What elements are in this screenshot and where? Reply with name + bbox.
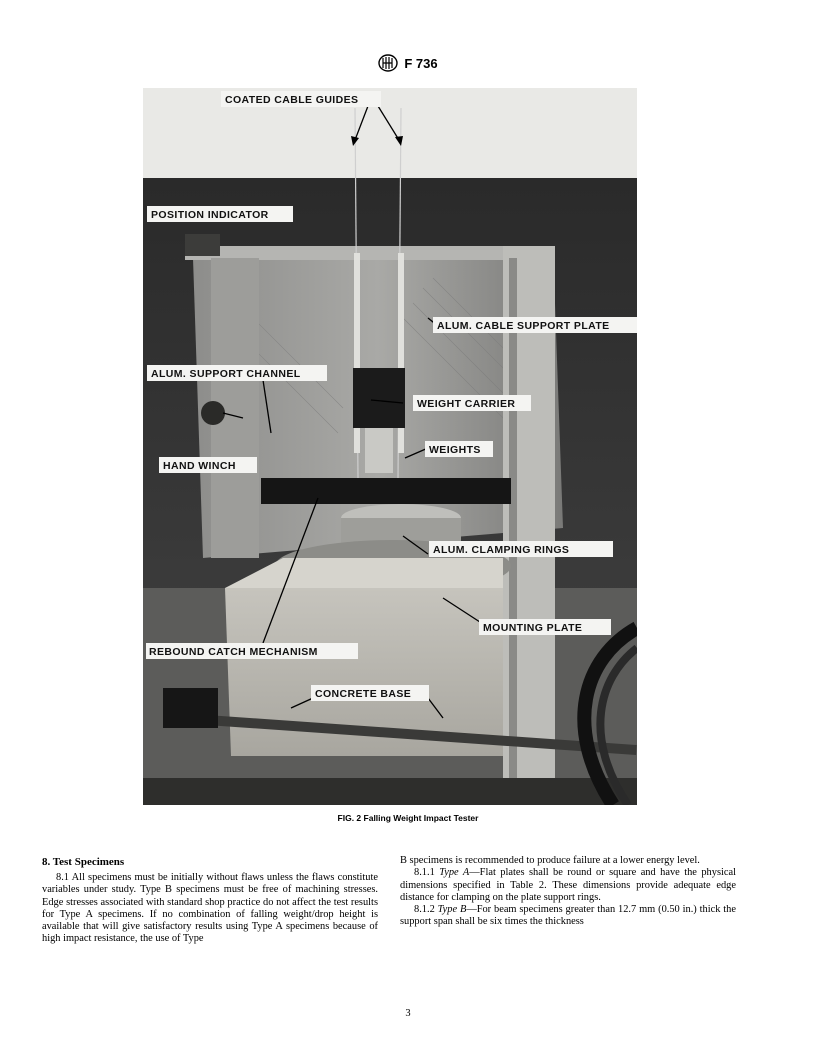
label-position-indicator: POSITION INDICATOR (151, 209, 269, 221)
text-column-right (400, 855, 736, 929)
paragraph-text: —For beam specimens greater than 12.7 mm (0.50 in.) thick the support span shall be six times the thickness (400, 904, 736, 928)
paragraph-8-1-continued: B specimens is recommended to produce failure at a lower energy level. (400, 855, 700, 866)
label-alum-cable-support-plate: ALUM. CABLE SUPPORT PLATE (437, 320, 610, 332)
astm-logo-icon (378, 54, 398, 72)
section-heading: 8. Test Specimens (42, 856, 125, 868)
paragraph-text: All specimens must be initially without flaws unless the flaws constitute variables under study. Type B specimens must be free of machining stresses. Edge stresses associated with standard shop practice do not affect the test results for Type A specimens. If no combination of falling weight/drop height is available that will give satisfactory results using Type A specimens because of high impact resistance, the use of Type (42, 872, 378, 945)
label-concrete-base: CONCRETE BASE (315, 688, 412, 700)
paragraph-number: 8.1.1 (414, 867, 435, 879)
label-alum-clamping-rings: ALUM. CLAMPING RINGS (433, 544, 570, 556)
page-header (0, 53, 816, 73)
label-weight-carrier: WEIGHT CARRIER (417, 398, 516, 410)
paragraph-text: —Flat plates shall be round or square and have the physical dimensions specified in Table 2. These dimensions provide adequate edge distance for clamping on the plate support rings. (400, 867, 736, 903)
standard-number: F 736 (404, 55, 438, 71)
paragraph-title: Type B (437, 904, 467, 916)
paragraph-8-1-2 (400, 904, 736, 929)
label-weights: WEIGHTS (429, 444, 481, 456)
paragraph-number: 8.1.2 (414, 904, 435, 916)
paragraph-8-1-1 (400, 867, 736, 904)
label-rebound-catch-mechanism: REBOUND CATCH MECHANISM (149, 646, 318, 658)
paragraph-8-1 (42, 872, 378, 946)
label-alum-support-channel: ALUM. SUPPORT CHANNEL (151, 368, 301, 380)
falling-weight-tester-photo (143, 88, 637, 805)
label-mounting-plate: MOUNTING PLATE (483, 622, 583, 634)
paragraph-title: Type A (439, 867, 470, 879)
label-coated-cable-guides: COATED CABLE GUIDES (225, 94, 359, 106)
figure-caption: FIG. 2 Falling Weight Impact Tester (337, 813, 479, 823)
label-hand-winch: HAND WINCH (163, 460, 236, 472)
text-column-left (42, 855, 378, 946)
page-number: 3 (405, 1008, 411, 1019)
paragraph-number: 8.1 (56, 872, 69, 883)
